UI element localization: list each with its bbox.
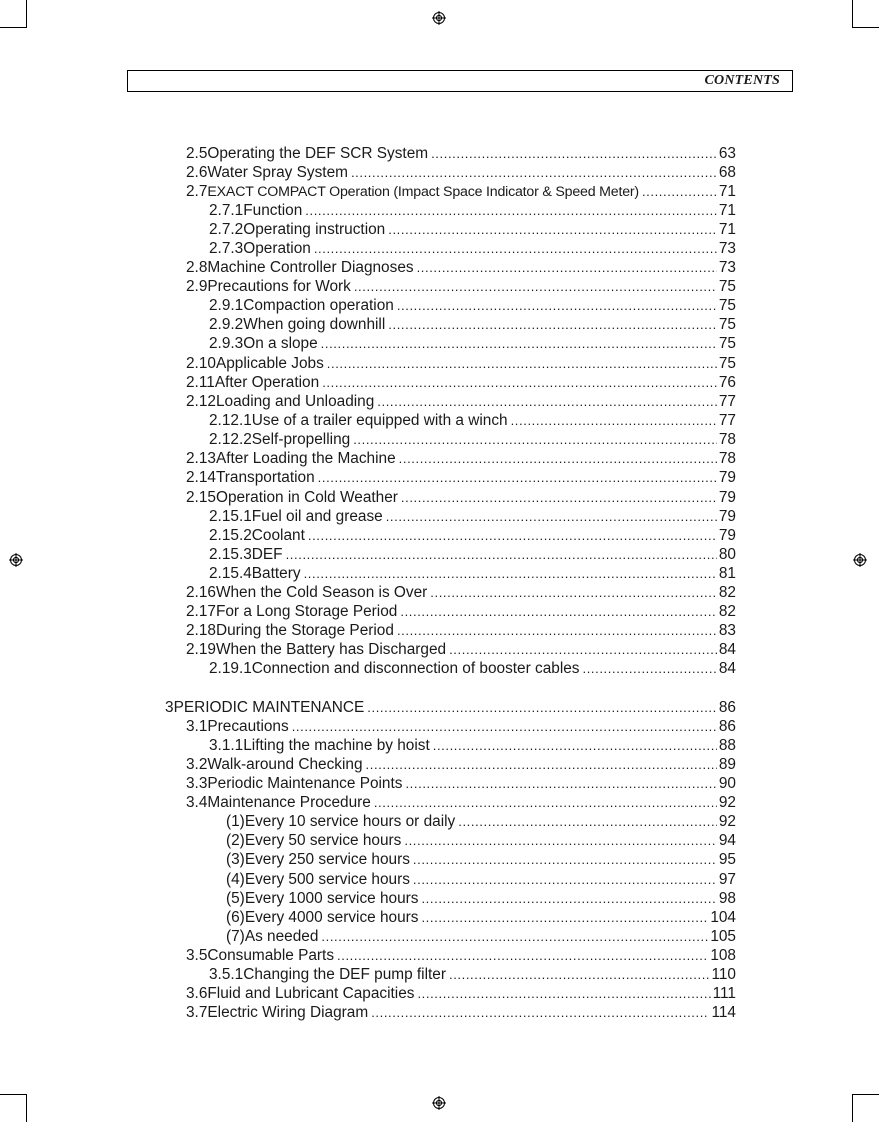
- toc-title: Applicable Jobs: [215, 355, 324, 372]
- toc-title: For a Long Storage Period: [215, 603, 398, 620]
- toc-entry[interactable]: [186, 392, 736, 411]
- toc-page: 111: [712, 985, 736, 1002]
- toc-number: 3.4: [186, 794, 208, 811]
- toc-entry[interactable]: [186, 583, 736, 602]
- toc-entry[interactable]: [209, 526, 736, 545]
- toc-title: Self-propelling: [251, 431, 351, 448]
- toc-number: (1): [226, 813, 245, 830]
- toc-page: 92: [718, 794, 736, 811]
- registration-mark-icon: [853, 553, 867, 567]
- toc-number: (7): [226, 928, 245, 945]
- toc-number: 2.9: [186, 278, 208, 295]
- toc-number: 3.1: [186, 718, 208, 735]
- toc-entry[interactable]: [186, 774, 736, 793]
- toc-leader: [366, 755, 717, 774]
- toc-number: 3.2: [186, 756, 208, 773]
- toc-entry[interactable]: [186, 640, 736, 659]
- toc-number: 2.12.2: [209, 431, 252, 448]
- toc-entry[interactable]: [186, 277, 736, 296]
- toc-page: 79: [718, 469, 736, 486]
- toc-page: 89: [718, 756, 736, 773]
- toc-leader: [318, 468, 717, 487]
- toc-number: 2.7.1: [209, 202, 244, 219]
- registration-mark-icon: [9, 553, 23, 567]
- toc-number: 2.12: [186, 393, 216, 410]
- toc-leader: [421, 908, 708, 927]
- toc-leader: [400, 602, 717, 621]
- toc-page: 75: [718, 316, 736, 333]
- toc-entry[interactable]: [186, 449, 736, 468]
- toc-entry[interactable]: [226, 812, 736, 831]
- toc-leader: [397, 621, 717, 640]
- toc-entry[interactable]: [209, 507, 736, 526]
- toc-leader: [583, 659, 717, 678]
- toc-title: Every 50 service hours: [244, 832, 402, 849]
- toc-page: 75: [718, 335, 736, 352]
- toc-entry[interactable]: [209, 564, 736, 583]
- toc-entry[interactable]: [186, 946, 736, 965]
- toc-page: 68: [718, 164, 736, 181]
- toc-number: 3: [165, 699, 174, 716]
- toc-page: 90: [718, 775, 736, 792]
- toc-number: 2.15.1: [209, 508, 252, 525]
- toc-number: 2.7.3: [209, 240, 244, 257]
- toc-number: 3.3: [186, 775, 208, 792]
- toc-page: 73: [718, 259, 736, 276]
- toc-title: DEF: [251, 546, 283, 563]
- toc-entry[interactable]: [186, 354, 736, 373]
- toc-title: Precautions for Work: [207, 278, 351, 295]
- toc-number: 2.15.3: [209, 546, 252, 563]
- crop-mark-top-right: [852, 0, 853, 28]
- toc-number: 2.8: [186, 259, 208, 276]
- toc-leader: [433, 736, 717, 755]
- toc-leader: [304, 564, 717, 583]
- toc-leader: [458, 812, 717, 831]
- toc-leader: [430, 583, 717, 602]
- toc-page: 79: [718, 527, 736, 544]
- toc-leader: [351, 163, 717, 182]
- toc-number: (3): [226, 851, 245, 868]
- toc-title: Fuel oil and grease: [251, 508, 383, 525]
- toc-number: (4): [226, 871, 245, 888]
- toc-title: Every 4000 service hours: [244, 909, 419, 926]
- toc-number: 2.9.3: [209, 335, 244, 352]
- toc-leader: [388, 315, 717, 334]
- toc-leader: [397, 296, 717, 315]
- toc-title: Function: [243, 202, 303, 219]
- toc-page: 79: [718, 508, 736, 525]
- crop-mark-top-right: [852, 27, 879, 28]
- toc-number: 3.1.1: [209, 737, 244, 754]
- toc-page: 84: [718, 641, 736, 658]
- toc-entry[interactable]: [209, 736, 736, 755]
- toc-title: During the Storage Period: [215, 622, 394, 639]
- toc-title: After Loading the Machine: [215, 450, 396, 467]
- toc-entry[interactable]: [186, 984, 736, 1003]
- toc-page: 94: [718, 832, 736, 849]
- toc-title: Loading and Unloading: [215, 393, 375, 410]
- toc-entry[interactable]: [226, 850, 736, 869]
- toc-number: 3.5.1: [209, 966, 244, 983]
- toc-page: 86: [718, 699, 736, 716]
- toc-title: Every 250 service hours: [244, 851, 410, 868]
- toc-number: 2.15.4: [209, 565, 252, 582]
- toc-title: Machine Controller Diagnoses: [207, 259, 414, 276]
- toc-leader: [286, 545, 717, 564]
- toc-number: 2.10: [186, 355, 216, 372]
- toc-title: Periodic Maintenance Points: [207, 775, 403, 792]
- toc-page: 98: [718, 890, 736, 907]
- crop-mark-top-left: [0, 27, 27, 28]
- toc-leader: [417, 984, 710, 1003]
- toc-leader: [642, 182, 717, 201]
- toc-title: After Operation: [214, 374, 320, 391]
- toc-leader: [388, 220, 717, 239]
- toc-entry[interactable]: [209, 659, 736, 678]
- toc-title: Precautions: [207, 718, 289, 735]
- toc-page: 105: [710, 928, 736, 945]
- toc-title: Water Spray System: [207, 164, 348, 181]
- toc-entry[interactable]: [186, 182, 736, 201]
- crop-mark-bottom-right: [852, 1094, 853, 1122]
- toc-number: 2.9.1: [209, 297, 244, 314]
- toc-page: 79: [718, 489, 736, 506]
- toc-page: 75: [718, 355, 736, 372]
- toc-leader: [327, 354, 717, 373]
- toc-title: Operating the DEF SCR System: [207, 145, 429, 162]
- toc-entry[interactable]: [209, 220, 736, 239]
- toc-title: Electric Wiring Diagram: [207, 1004, 369, 1021]
- toc-title: Operation in Cold Weather: [215, 489, 398, 506]
- toc-number: 2.5: [186, 145, 208, 162]
- toc-number: 2.19.1: [209, 660, 252, 677]
- toc-entry[interactable]: [186, 602, 736, 621]
- toc-leader: [353, 430, 717, 449]
- toc-page: 82: [718, 584, 736, 601]
- toc-number: 2.12.1: [209, 412, 252, 429]
- toc-entry[interactable]: [226, 870, 736, 889]
- toc-leader: [511, 411, 717, 430]
- toc-number: 2.11: [186, 374, 215, 391]
- toc-entry[interactable]: [209, 239, 736, 258]
- toc-leader: [305, 201, 717, 220]
- toc-page: 81: [718, 565, 736, 582]
- toc-leader: [386, 507, 717, 526]
- toc-page: 108: [710, 947, 736, 964]
- toc-number: 3.7: [186, 1004, 208, 1021]
- toc-title: Connection and disconnection of booster cables: [251, 660, 580, 677]
- toc-number: 3.5: [186, 947, 208, 964]
- toc-leader: [421, 889, 716, 908]
- toc-number: 2.18: [186, 622, 216, 639]
- toc-page: 78: [718, 450, 736, 467]
- toc-entry[interactable]: [186, 1003, 736, 1022]
- toc-entry[interactable]: [186, 373, 736, 392]
- toc-leader: [322, 373, 717, 392]
- toc-entry[interactable]: [209, 334, 736, 353]
- toc-leader: [367, 698, 717, 717]
- toc-number: (5): [226, 890, 245, 907]
- toc-page: 97: [718, 871, 736, 888]
- toc-entry[interactable]: [209, 965, 736, 984]
- toc-title: Lifting the machine by hoist: [243, 737, 430, 754]
- toc-entry[interactable]: [186, 163, 736, 182]
- toc-leader: [417, 258, 717, 277]
- toc-entry[interactable]: [209, 545, 736, 564]
- toc-number: 2.15.2: [209, 527, 252, 544]
- toc-number: 2.6: [186, 164, 208, 181]
- toc-number: 2.13: [186, 450, 216, 467]
- toc-entry[interactable]: [209, 430, 736, 449]
- toc-leader: [354, 277, 717, 296]
- toc-number: 2.9.2: [209, 316, 244, 333]
- toc-title: Consumable Parts: [207, 947, 335, 964]
- toc-leader: [308, 526, 717, 545]
- toc-number: 3.6: [186, 985, 208, 1002]
- toc-leader: [413, 850, 717, 869]
- toc-page: 104: [710, 909, 736, 926]
- toc-entry[interactable]: [186, 755, 736, 774]
- toc-entry[interactable]: [186, 468, 736, 487]
- toc-leader: [314, 239, 717, 258]
- toc-leader: [413, 870, 717, 889]
- toc-entry[interactable]: [209, 201, 736, 220]
- toc-page: 83: [718, 622, 736, 639]
- toc-title: EXACT COMPACT Operation (Impact Space Indicator & Speed Meter): [207, 184, 639, 200]
- toc-title: When the Battery has Discharged: [215, 641, 447, 658]
- toc-number: (2): [226, 832, 245, 849]
- toc-entry[interactable]: [226, 908, 736, 927]
- toc-page: 86: [718, 718, 736, 735]
- registration-mark-icon: [432, 1096, 446, 1110]
- toc-leader: [321, 927, 708, 946]
- toc-number: 2.7: [186, 183, 208, 200]
- toc-title: When the Cold Season is Over: [215, 584, 428, 601]
- toc-title: Every 1000 service hours: [244, 890, 419, 907]
- toc-chapter-entry[interactable]: [165, 698, 736, 717]
- toc-leader: [404, 831, 717, 850]
- toc-page: 114: [711, 1004, 736, 1021]
- toc-page: 73: [718, 240, 736, 257]
- toc-title: Coolant: [251, 527, 305, 544]
- toc-entry[interactable]: [186, 717, 736, 736]
- toc-title: When going downhill: [243, 316, 386, 333]
- toc-title: Walk-around Checking: [207, 756, 363, 773]
- toc-entry[interactable]: [209, 411, 736, 430]
- toc-number: 2.15: [186, 489, 216, 506]
- toc-page: 92: [718, 813, 736, 830]
- toc-entry[interactable]: [209, 296, 736, 315]
- toc-leader: [449, 640, 717, 659]
- toc-number: 2.17: [186, 603, 216, 620]
- toc-entry[interactable]: [186, 144, 736, 163]
- toc-leader: [337, 946, 708, 965]
- toc-number: 2.7.2: [209, 221, 244, 238]
- toc-number: 2.14: [186, 469, 216, 486]
- crop-mark-bottom-right: [852, 1094, 879, 1095]
- toc-title: Operating instruction: [243, 221, 386, 238]
- toc-entry[interactable]: [186, 621, 736, 640]
- crop-mark-top-left: [26, 0, 27, 28]
- toc-entry[interactable]: [186, 793, 736, 812]
- toc-page: 82: [718, 603, 736, 620]
- toc-page: 71: [718, 183, 736, 200]
- toc-title: Changing the DEF pump filter: [243, 966, 446, 983]
- toc-entry[interactable]: [226, 927, 736, 946]
- toc-leader: [399, 449, 717, 468]
- toc-title: Transportation: [215, 469, 315, 486]
- toc-page: 78: [718, 431, 736, 448]
- toc-page: 88: [718, 737, 736, 754]
- toc-leader: [292, 717, 717, 736]
- toc-leader: [449, 965, 709, 984]
- toc-entry[interactable]: [186, 488, 736, 507]
- toc-title: Battery: [251, 565, 301, 582]
- toc-title: As needed: [244, 928, 319, 945]
- crop-mark-bottom-left: [26, 1094, 27, 1122]
- toc-page: 84: [718, 660, 736, 677]
- toc-leader: [405, 774, 716, 793]
- toc-page: 76: [718, 374, 736, 391]
- toc-page: 110: [711, 966, 736, 983]
- toc-page: 63: [718, 145, 736, 162]
- toc-number: 2.19: [186, 641, 216, 658]
- toc-title: On a slope: [243, 335, 318, 352]
- toc-title: Maintenance Procedure: [207, 794, 371, 811]
- section-header: [127, 70, 793, 92]
- toc-entry[interactable]: [226, 831, 736, 850]
- toc-page: 75: [718, 278, 736, 295]
- toc-title: Use of a trailer equipped with a winch: [251, 412, 508, 429]
- toc-entry[interactable]: [226, 889, 736, 908]
- toc-leader: [401, 488, 717, 507]
- toc-page: 75: [718, 297, 736, 314]
- toc-entry[interactable]: [186, 258, 736, 277]
- toc-leader: [371, 1003, 709, 1022]
- toc-page: 77: [718, 393, 736, 410]
- toc-page: 71: [718, 221, 736, 238]
- toc-title: PERIODIC MAINTENANCE: [173, 699, 365, 716]
- toc-page: 71: [718, 202, 736, 219]
- toc-number: (6): [226, 909, 245, 926]
- registration-mark-icon: [432, 11, 446, 25]
- toc-title: Operation: [243, 240, 311, 257]
- toc-leader: [377, 392, 717, 411]
- toc-title: Every 500 service hours: [244, 871, 410, 888]
- toc-leader: [321, 334, 717, 353]
- toc-number: 2.16: [186, 584, 216, 601]
- toc-entry[interactable]: [209, 315, 736, 334]
- section-title: CONTENTS: [704, 73, 780, 88]
- crop-mark-bottom-left: [0, 1094, 27, 1095]
- toc-page: 80: [718, 546, 736, 563]
- toc-title: Every 10 service hours or daily: [244, 813, 456, 830]
- toc-page: 95: [718, 851, 736, 868]
- toc-title: Fluid and Lubricant Capacities: [207, 985, 415, 1002]
- toc-leader: [431, 144, 717, 163]
- toc-leader: [374, 793, 717, 812]
- toc-title: Compaction operation: [243, 297, 394, 314]
- toc-page: 77: [718, 412, 736, 429]
